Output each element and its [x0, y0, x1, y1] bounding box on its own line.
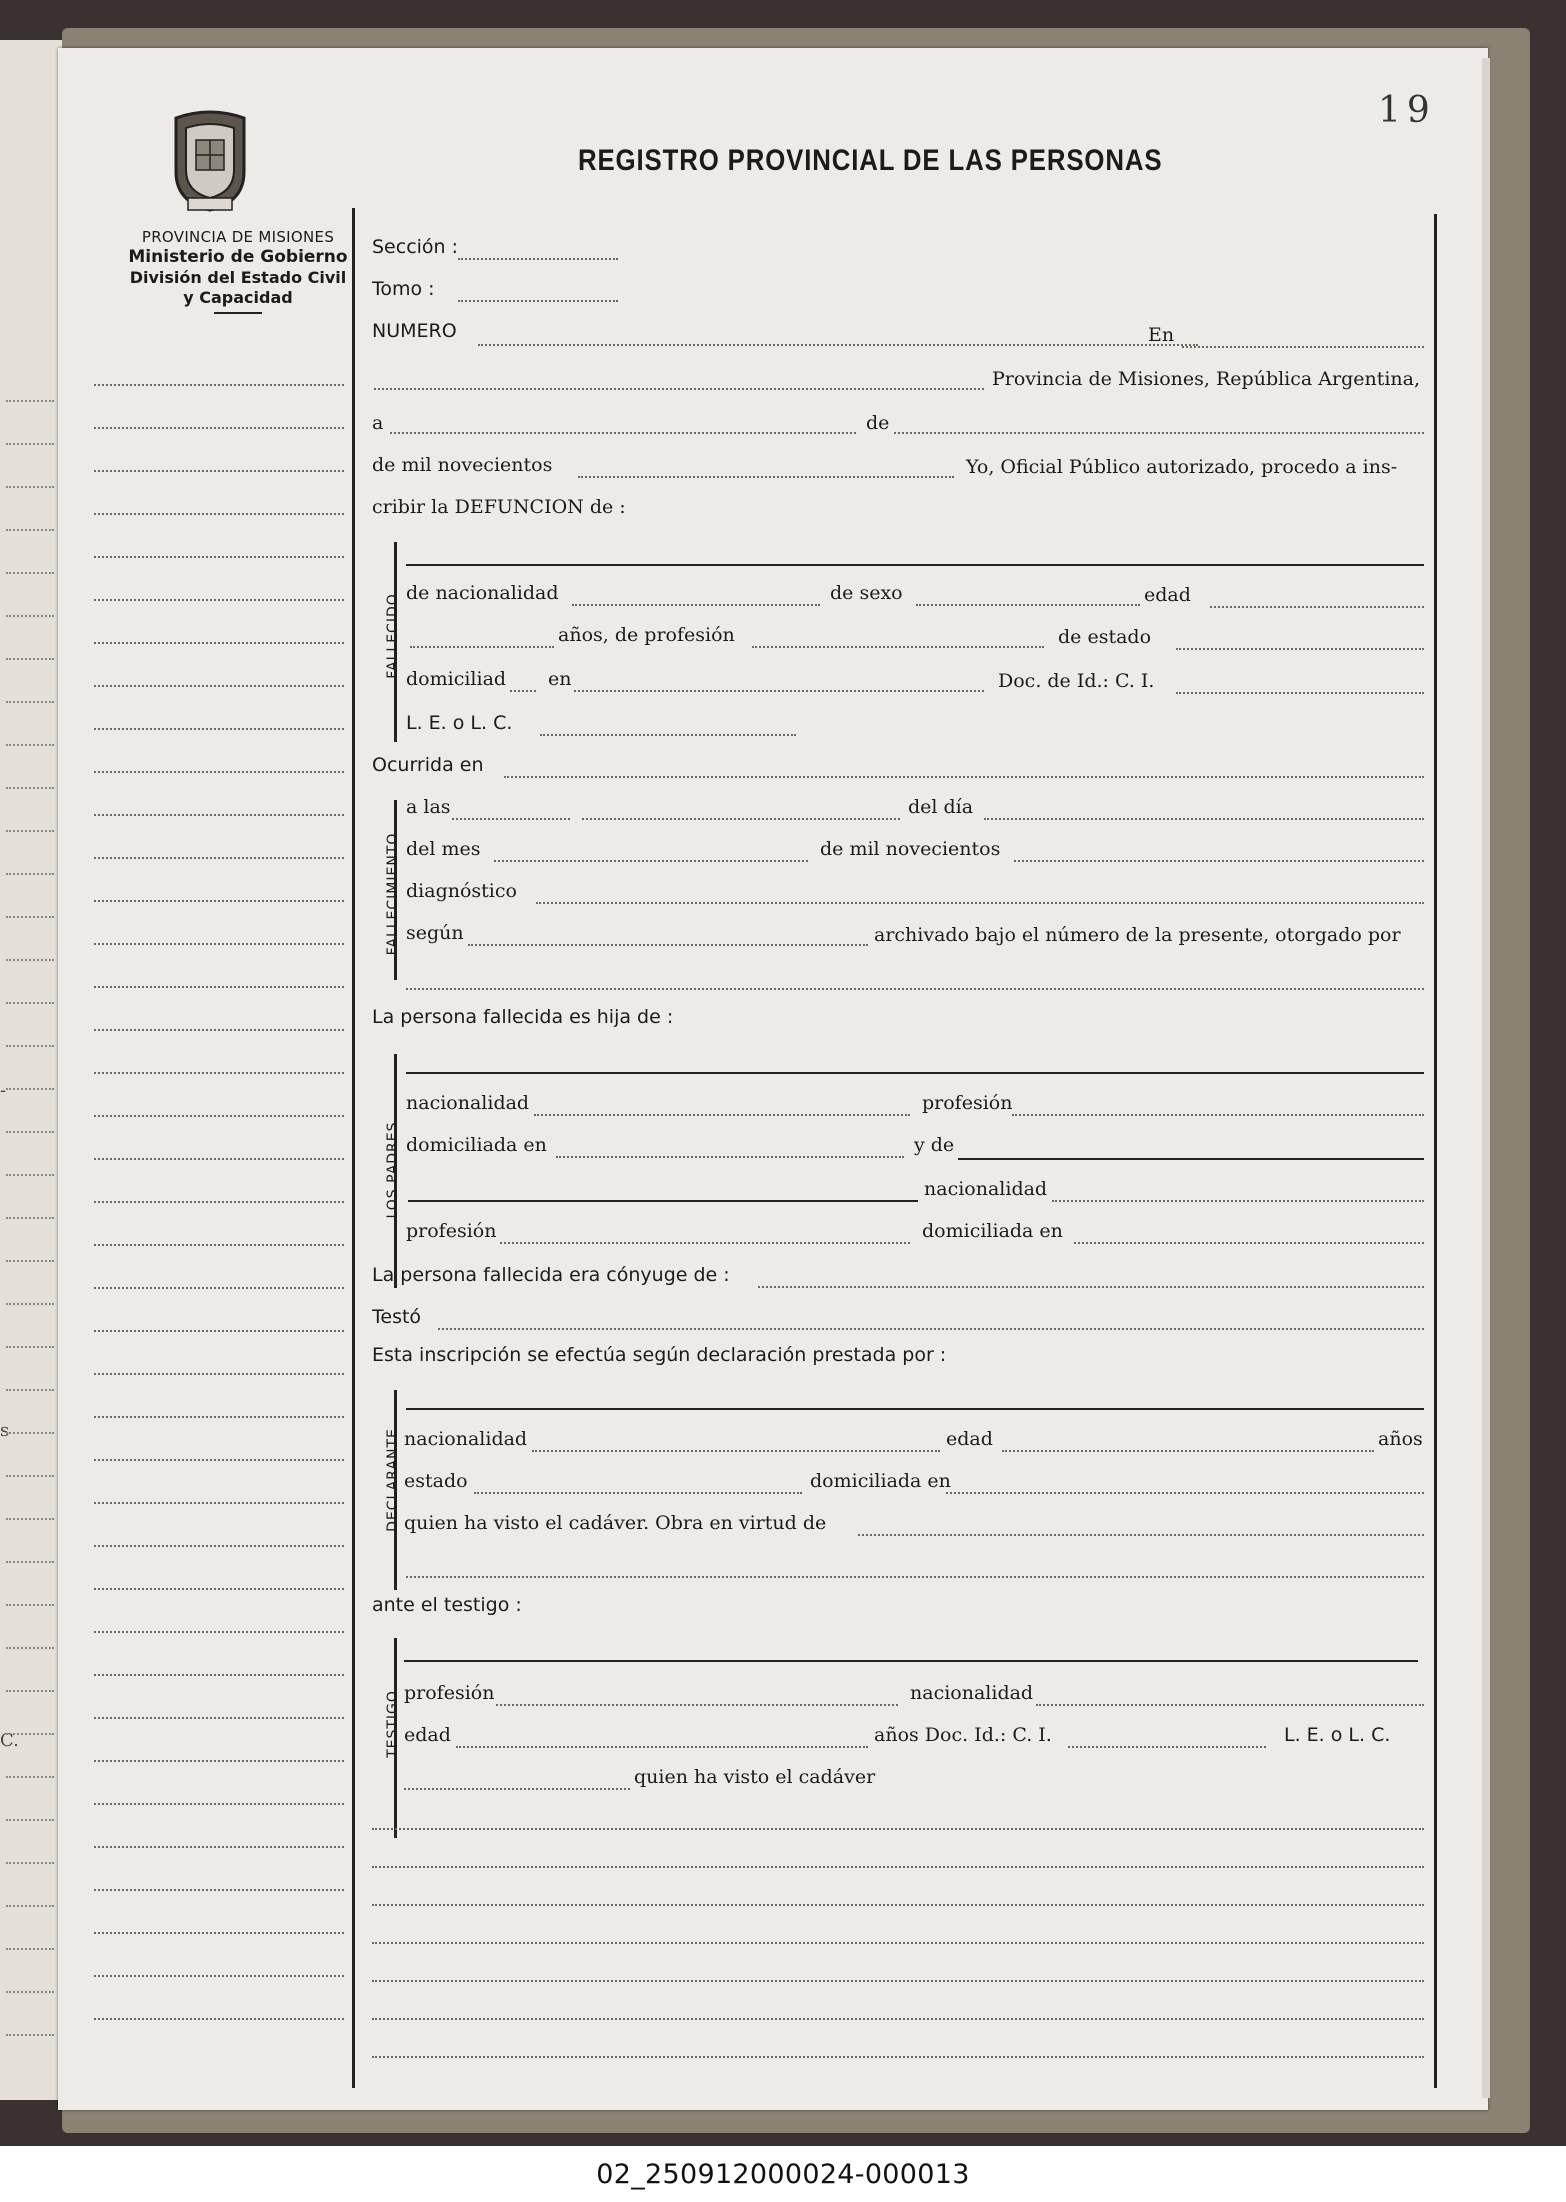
tomo-field[interactable] [458, 300, 618, 302]
nacionalidad-label: de nacionalidad [406, 582, 559, 604]
observation-line[interactable] [372, 1980, 1424, 1982]
prev-page-line [6, 830, 54, 832]
testigo-doc-field[interactable] [1068, 1746, 1266, 1748]
madre-name-cont-field[interactable] [408, 1200, 918, 1202]
prev-page-mark: C. [0, 1730, 19, 1751]
observation-line[interactable] [372, 2056, 1424, 2058]
testigo-le-lc-label: L. E. o L. C. [1284, 1724, 1391, 1746]
prev-page-line [6, 486, 54, 488]
prev-page-line [6, 1088, 54, 1090]
madre-nacionalidad-field[interactable] [1052, 1200, 1424, 1202]
previous-page-edge [0, 40, 65, 2100]
prev-page-line [6, 1346, 54, 1348]
a-las-label: a las [406, 796, 451, 818]
testo-label: Testó [372, 1306, 422, 1328]
prev-page-line [6, 1002, 54, 1004]
margin-note-line[interactable] [94, 1545, 344, 1547]
deceased-name-field[interactable] [406, 564, 1424, 566]
hora-field[interactable] [452, 818, 570, 820]
margin-note-line[interactable] [94, 900, 344, 902]
prev-page-line [6, 1561, 54, 1563]
prev-page-line [6, 1733, 54, 1735]
margin-note-line[interactable] [94, 2018, 344, 2020]
domicilio-field[interactable] [574, 690, 984, 692]
margin-note-line[interactable] [94, 728, 344, 730]
numero-field[interactable] [478, 344, 1198, 346]
prev-page-mark: s [0, 1420, 10, 1441]
margin-note-line[interactable] [94, 470, 344, 472]
margin-note-line[interactable] [94, 1287, 344, 1289]
prev-page-line [6, 615, 54, 617]
margin-note-line[interactable] [94, 1459, 344, 1461]
observation-line[interactable] [372, 1942, 1424, 1944]
testigo-edad-field[interactable] [456, 1746, 868, 1748]
padre-domicilio-label: domiciliada en [406, 1134, 547, 1156]
prev-page-line [6, 658, 54, 660]
margin-note-line[interactable] [94, 1158, 344, 1160]
observation-line[interactable] [372, 2018, 1424, 2020]
margin-note-line[interactable] [94, 599, 344, 601]
prev-page-line [6, 1518, 54, 1520]
de-label: de [866, 412, 890, 434]
margin-note-line[interactable] [94, 1846, 344, 1848]
margin-note-line[interactable] [94, 1932, 344, 1934]
margin-note-line[interactable] [94, 1674, 344, 1676]
madre-domicilio-label: domiciliada en [922, 1220, 1063, 1242]
ano-field[interactable] [1014, 860, 1424, 862]
year-field[interactable] [578, 476, 954, 478]
margin-note-line[interactable] [94, 1373, 344, 1375]
prev-page-line [6, 1475, 54, 1477]
prev-page-line [6, 959, 54, 961]
margin-note-line[interactable] [94, 1760, 344, 1762]
declarante-nacionalidad-field[interactable] [532, 1450, 940, 1452]
prev-page-line [6, 572, 54, 574]
provincia-text: Provincia de Misiones, República Argentina, [992, 368, 1421, 390]
margin-note-line[interactable] [94, 814, 344, 816]
padre-nacionalidad-field[interactable] [534, 1114, 910, 1116]
testigo-cadaver-label: quien ha visto el cadáver [634, 1766, 876, 1788]
prev-page-line [6, 1905, 54, 1907]
declarante-nacionalidad-label: nacionalidad [404, 1428, 528, 1450]
padre-profesion-label: profesión [922, 1092, 1013, 1114]
mes-field[interactable] [494, 860, 808, 862]
margin-note-line[interactable] [94, 642, 344, 644]
declarante-edad-field[interactable] [1002, 1450, 1374, 1452]
day-field[interactable] [390, 432, 856, 434]
prev-page-line [6, 1045, 54, 1047]
margin-note-line[interactable] [94, 1717, 344, 1719]
declarante-name-field[interactable] [406, 1408, 1424, 1410]
prev-page-line [6, 701, 54, 703]
numero-label: NUMERO [372, 320, 457, 342]
doc-id-label: Doc. de Id.: C. I. [998, 670, 1155, 692]
register-page [58, 48, 1488, 2110]
page-title: REGISTRO PROVINCIAL DE LAS PERSONAS [578, 144, 1163, 177]
declarante-edad-label: edad [946, 1428, 993, 1450]
page-number: 19 [1378, 90, 1436, 131]
tomo-label: Tomo : [372, 278, 435, 300]
madre-domicilio-field[interactable] [1074, 1242, 1424, 1244]
prev-page-line [6, 916, 54, 918]
conyuge-field[interactable] [758, 1286, 1424, 1288]
scan-filename-bar [0, 2146, 1566, 2202]
observation-line[interactable] [372, 1904, 1424, 1906]
inscripcion-label: Esta inscripción se efectúa según declaración prestada por : [372, 1344, 947, 1366]
hija-de-label: La persona fallecida es hija de : [372, 1006, 674, 1028]
division-name: División del Estado Civil [129, 268, 347, 287]
testigo-nacionalidad-label: nacionalidad [910, 1682, 1034, 1704]
nacionalidad-field[interactable] [572, 604, 820, 606]
margin-note-line[interactable] [94, 384, 344, 386]
margin-note-line[interactable] [94, 1889, 344, 1891]
testigo-name-field[interactable] [404, 1660, 1418, 1662]
mil-novecientos-label: de mil novecientos [372, 454, 553, 476]
main-right-border [1434, 214, 1437, 2088]
y-de-label: y de [914, 1134, 955, 1156]
en-domicilio-label: en [548, 668, 572, 690]
prev-page-line [6, 744, 54, 746]
padre-nacionalidad-label: nacionalidad [406, 1092, 530, 1114]
prev-page-line [6, 529, 54, 531]
declarante-domicilio-label: domiciliada en [810, 1470, 951, 1492]
dia-field[interactable] [984, 818, 1424, 820]
prev-page-line [6, 1776, 54, 1778]
defuncion-text: cribir la DEFUNCION de : [372, 496, 626, 518]
sexo-label: de sexo [830, 582, 903, 604]
ante-testigo-label: ante el testigo : [372, 1594, 522, 1616]
prev-page-line [6, 1389, 54, 1391]
margin-note-line[interactable] [94, 1588, 344, 1590]
hora-extra-field[interactable] [582, 818, 900, 820]
seccion-label: Sección : [372, 236, 459, 258]
observation-line[interactable] [372, 1828, 1424, 1830]
testigo-profesion-field[interactable] [496, 1704, 898, 1706]
provincial-emblem-icon [166, 110, 254, 214]
archivado-text: archivado bajo el número de la presente, otorgado por [874, 924, 1401, 946]
prev-page-line [6, 1862, 54, 1864]
en-field[interactable] [1182, 346, 1424, 348]
madre-name-field[interactable] [958, 1158, 1424, 1160]
testigo-cadaver-field[interactable] [404, 1788, 630, 1790]
ministry-name: Ministerio de Gobierno [128, 246, 348, 267]
testigo-doc-label: años Doc. Id.: C. I. [874, 1724, 1052, 1746]
oficial-text: Yo, Oficial Público autorizado, procedo a ins- [966, 456, 1398, 478]
mil-novecientos2-label: de mil novecientos [820, 838, 1001, 860]
month-field[interactable] [894, 432, 1424, 434]
declarante-estado-label: estado [404, 1470, 468, 1492]
declarante-section-label: DECLARANTE [385, 1428, 401, 1532]
margin-note-line[interactable] [94, 771, 344, 773]
domiciliad-label: domiciliad [406, 668, 507, 690]
anos-field[interactable] [410, 646, 554, 648]
testigo-profesion-label: profesión [404, 1682, 495, 1704]
prev-page-line [6, 1131, 54, 1133]
padre-domicilio-field[interactable] [556, 1156, 904, 1158]
margin-note-line[interactable] [94, 1330, 344, 1332]
margin-note-line[interactable] [94, 1072, 344, 1074]
testigo-nacionalidad-field[interactable] [1036, 1704, 1424, 1706]
place-field[interactable] [374, 388, 984, 390]
prev-page-line [6, 1217, 54, 1219]
prev-page-line [6, 2034, 54, 2036]
madre-nacionalidad-label: nacionalidad [924, 1178, 1048, 1200]
le-lc-label: L. E. o L. C. [406, 712, 513, 734]
edad-field[interactable] [1210, 606, 1424, 608]
margin-note-line[interactable] [94, 1244, 344, 1246]
declarante-anos-label: años [1378, 1428, 1423, 1450]
segun-field[interactable] [468, 944, 868, 946]
declarante-domicilio-field[interactable] [946, 1492, 1424, 1494]
prev-page-line [6, 873, 54, 875]
ministry-rule [214, 312, 262, 314]
margin-note-line[interactable] [94, 1115, 344, 1117]
margin-note-line[interactable] [94, 1975, 344, 1977]
testigo-section-label: TESTIGO [385, 1690, 401, 1758]
prev-page-mark: - [0, 1080, 7, 1101]
profesion-label: años, de profesión [558, 624, 735, 646]
margin-note-line[interactable] [94, 556, 344, 558]
ministry-block [88, 228, 388, 314]
margin-note-line[interactable] [94, 513, 344, 515]
prev-page-line [6, 1604, 54, 1606]
ocurrida-field[interactable] [504, 776, 1424, 778]
margin-note-line[interactable] [94, 943, 344, 945]
prev-page-line [6, 1647, 54, 1649]
margin-note-line[interactable] [94, 685, 344, 687]
prev-page-line [6, 1948, 54, 1950]
prev-page-line [6, 1432, 54, 1434]
a-label: a [372, 412, 384, 434]
edad-label: edad [1144, 584, 1191, 606]
conyuge-label: La persona fallecida era cónyuge de : [372, 1264, 730, 1286]
prev-page-line [6, 1690, 54, 1692]
margin-note-line[interactable] [94, 857, 344, 859]
seccion-field[interactable] [458, 258, 618, 260]
margin-note-line[interactable] [94, 1631, 344, 1633]
madre-profesion-field[interactable] [500, 1242, 910, 1244]
obra-virtud-field[interactable] [858, 1534, 1424, 1536]
del-dia-label: del día [908, 796, 974, 818]
diagnostico-field[interactable] [536, 902, 1424, 904]
prev-page-line [6, 1819, 54, 1821]
prev-page-line [6, 787, 54, 789]
testigo-edad-label: edad [404, 1724, 451, 1746]
province-name: PROVINCIA DE MISIONES [141, 228, 335, 246]
prev-page-line [6, 1260, 54, 1262]
le-lc-field[interactable] [540, 734, 796, 736]
fallecido-section-label: FALLECIDO [385, 593, 401, 679]
margin-note-line[interactable] [94, 1803, 344, 1805]
capacity-name: y Capacidad [183, 288, 293, 307]
padre-name-field[interactable] [406, 1072, 1424, 1074]
profesion-field[interactable] [752, 646, 1044, 648]
prev-page-line [6, 1303, 54, 1305]
diagnostico-label: diagnóstico [406, 880, 517, 902]
declarante-estado-field[interactable] [474, 1492, 802, 1494]
main-left-border [352, 208, 355, 2088]
fallecimiento-section-label: FALLECIMIENTO [385, 832, 401, 956]
prev-page-line [6, 443, 54, 445]
estado-label: de estado [1058, 626, 1152, 648]
margin-note-line[interactable] [94, 1502, 344, 1504]
en-label: En [1148, 324, 1175, 346]
margin-note-line[interactable] [94, 986, 344, 988]
margin-note-line[interactable] [94, 1416, 344, 1418]
margin-note-line[interactable] [94, 1029, 344, 1031]
estado-field[interactable] [1176, 648, 1424, 650]
obra-virtud-cont-field[interactable] [406, 1576, 1424, 1578]
testo-field[interactable] [438, 1328, 1424, 1330]
page-edge [1482, 58, 1490, 2098]
ocurrida-label: Ocurrida en [372, 754, 484, 776]
margin-note-line[interactable] [94, 1201, 344, 1203]
segun-label: según [406, 922, 464, 944]
prev-page-line [6, 1174, 54, 1176]
observation-line[interactable] [372, 1866, 1424, 1868]
del-mes-label: del mes [406, 838, 481, 860]
scan-filename: 02_250912000024-000013 [596, 2158, 970, 2190]
sexo-field[interactable] [916, 604, 1140, 606]
padre-profesion-field[interactable] [1012, 1114, 1424, 1116]
padres-section-label: LOS PADRES [385, 1121, 401, 1219]
margin-note-line[interactable] [94, 427, 344, 429]
madre-profesion-label: profesión [406, 1220, 497, 1242]
domiciliad-suffix-field[interactable] [510, 690, 536, 692]
otorgado-field[interactable] [406, 988, 1424, 990]
prev-page-line [6, 1991, 54, 1993]
prev-page-line [6, 400, 54, 402]
obra-virtud-label: quien ha visto el cadáver. Obra en virtud de [404, 1512, 827, 1534]
doc-id-field[interactable] [1176, 692, 1424, 694]
